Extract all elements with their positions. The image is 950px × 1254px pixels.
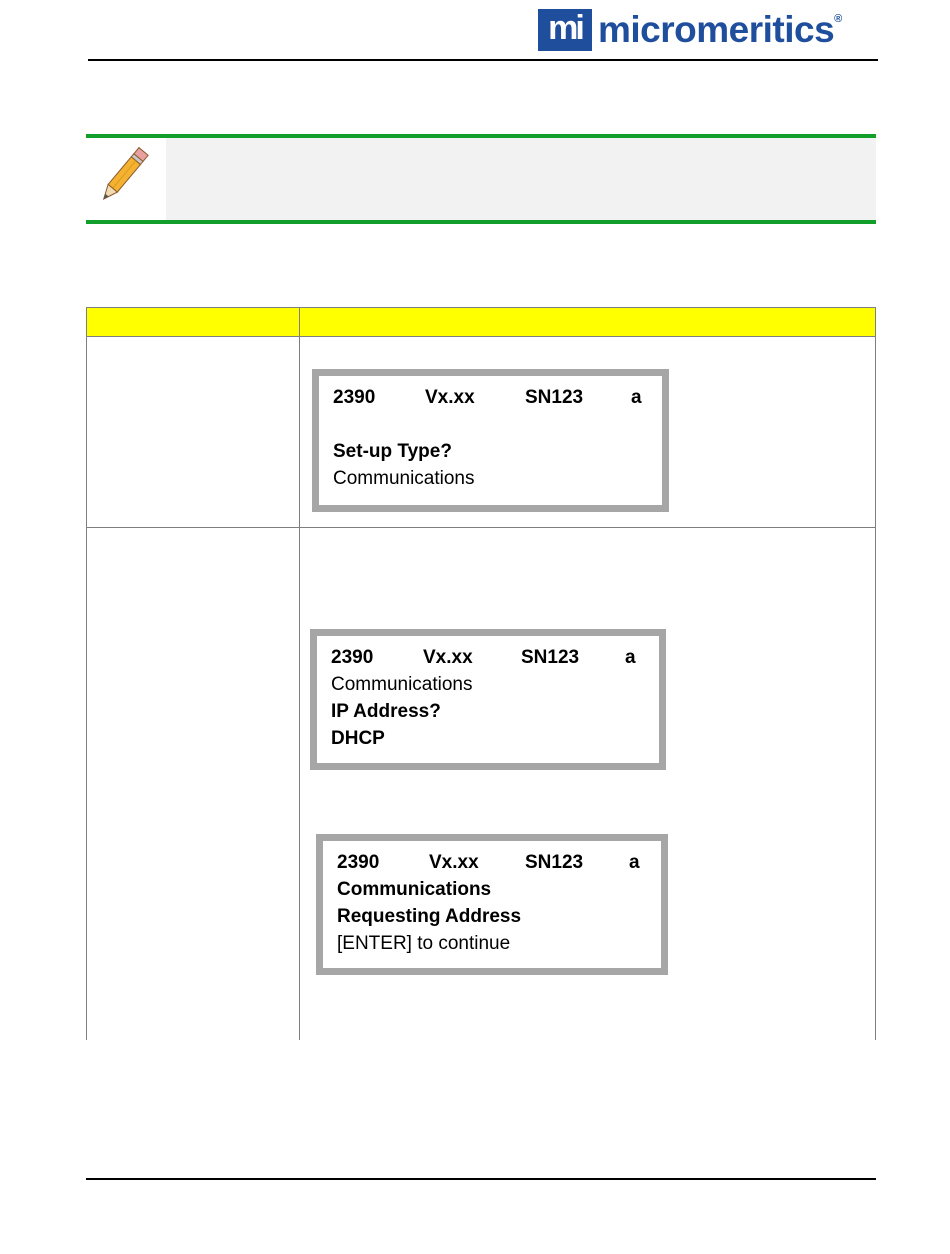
brand-name: micromeritics [598,9,835,50]
logo-mark: mi [538,9,592,51]
lcd-line: Requesting Address [337,906,522,927]
lcd-screen-setup-type [312,369,669,512]
pencil-icon [92,140,154,212]
lcd-line: Communications [331,674,473,695]
lcd-serial: SN123 [525,387,584,408]
lcd-screen-ip-address [310,629,666,770]
lcd-version: Vx.xx [429,852,479,873]
lcd-serial: SN123 [525,852,584,873]
note-box [86,134,876,224]
lcd-line: [ENTER] to continue [337,933,511,954]
lcd-model: 2390 [337,852,380,873]
lcd-line: IP Address? [331,701,441,722]
lcd-header-line [331,644,659,671]
lcd-line [333,411,662,438]
lcd-line: Communications [333,468,475,489]
lcd-status: a [629,852,640,873]
table-header-row [86,307,876,337]
lcd-line: Set-up Type? [333,441,452,462]
company-logo [538,8,842,52]
header-rule [88,59,878,61]
procedure-table [86,307,876,1040]
lcd-screen-requesting-address [316,834,668,975]
lcd-model: 2390 [331,647,374,668]
lcd-header-line [337,849,661,876]
lcd-version: Vx.xx [425,387,475,408]
note-body [166,138,876,220]
lcd-header-line [333,384,662,411]
lcd-status: a [625,647,636,668]
lcd-line: DHCP [331,728,385,749]
lcd-line: Communications [337,879,492,900]
lcd-status: a [631,387,642,408]
column-divider [299,307,300,1040]
lcd-version: Vx.xx [423,647,473,668]
lcd-serial: SN123 [521,647,580,668]
logo-wordmark [598,9,842,51]
row-divider [87,527,875,528]
lcd-model: 2390 [333,387,376,408]
footer-rule [86,1178,876,1180]
registered-mark: ® [834,13,842,25]
